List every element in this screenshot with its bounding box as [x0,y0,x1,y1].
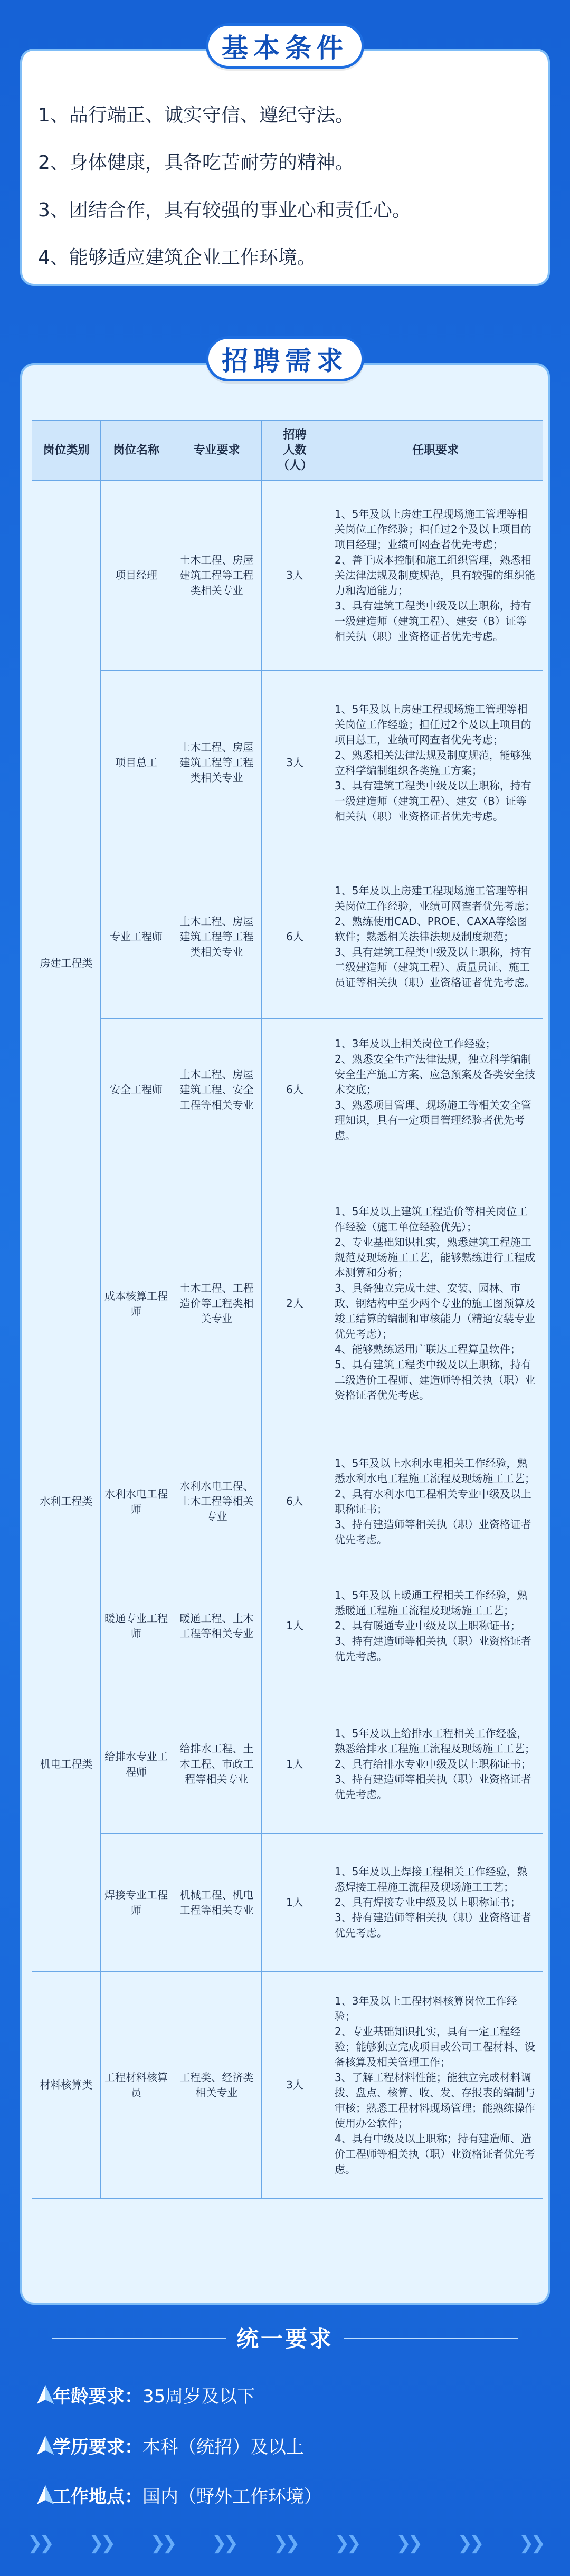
header-duties: 任职要求 [328,421,543,481]
cell-position: 给排水专业工程师 [101,1695,172,1834]
cell-major: 土木工程、房屋建筑工程等工程类相关专业 [172,481,262,671]
divider [344,2338,518,2339]
cell-major: 机械工程、机电工程等相关专业 [172,1834,262,1972]
duty-line: 1、5年及以上房建工程现场施工管理等相关岗位工作经验；担任过2个及以上项目的项目总工，业绩可网查者优先考虑； [335,702,531,746]
duty-line: 1、5年及以上房建工程现场施工管理等相关岗位工作经验，业绩可网查者优先考虑； [335,884,535,912]
recruit-title-text: 招聘需求 [222,346,348,376]
table-row [32,1019,543,1161]
cell-major: 土木工程、房屋建筑工程等工程类相关专业 [172,855,262,1019]
table-row [32,1972,543,2199]
unified-value: 国内（野外工作环境） [142,2486,322,2507]
duty-line: 3、持有建造师等相关执（职）业资格证者优先考虑。 [335,1911,531,1939]
chevron-right-icon: ❯❯ [457,2533,481,2554]
duty-line: 2、具有焊接专业中级及以上职称证书； [335,1896,521,1909]
cell-position: 水利水电工程师 [101,1446,172,1557]
recruit-table [32,420,543,2199]
recruit-title [206,336,364,381]
duty-line: 1、3年及以上相关岗位工作经验； [335,1037,496,1050]
duty-line: 4、具有中级及以上职称；持有建造师、造价工程师等相关执（职）业资格证者优先考虑。 [335,2132,535,2176]
cell-category: 机电工程类 [32,1557,101,1972]
unified-label: 工作地点： [53,2486,142,2507]
cell-major: 暖通工程、土木工程等相关专业 [172,1557,262,1695]
cell-position: 项目总工 [101,671,172,855]
cell-position: 安全工程师 [101,1019,172,1161]
duty-line: 4、能够熟练运用广联达工程算量软件； [335,1343,521,1356]
cell-duties [328,671,543,855]
basic-conditions-list [38,92,532,282]
cell-count: 3人 [262,671,328,855]
header-category: 岗位类别 [32,421,101,481]
duty-line: 3、了解工程材料性能；能独立完成材料调拨、盘点、核算、收、发、存报表的编制与审核；熟悉工程材料现场管理；能熟练操作使用办公软件； [335,2071,535,2130]
basic-conditions-card [20,49,550,286]
header-count-text: 招聘人数（人） [278,428,313,472]
unified-title: 统一要求 [236,2326,334,2352]
duty-line: 1、5年及以上焊接工程相关工作经验，熟悉焊接工程施工流程及现场施工工艺； [335,1865,528,1893]
duty-line: 3、持有建造师等相关执（职）业资格证者优先考虑。 [335,1773,531,1801]
duty-line: 3、具有建筑工程类中级及以上职称，持有二级建造师（建筑工程）、质量员证、施工员证等相关执（职）业资格证者优先考虑。 [335,946,535,989]
unified-label: 年龄要求： [53,2386,142,2407]
cell-duties [328,1161,543,1446]
duty-line: 2、专业基础知识扎实，具有一定工程经验；能够独立完成项目或公司工程材料、设备核算及相关管理工作； [335,2025,535,2068]
unified-value: 35周岁及以下 [142,2386,255,2407]
cell-count: 1人 [262,1695,328,1834]
header-major: 专业要求 [172,421,262,481]
unified-title-bar [20,2322,550,2353]
duty-line: 1、5年及以上房建工程现场施工管理等相关岗位工作经验；担任过2个及以上项目的项目经理；业绩可网查者优先考虑； [335,508,531,551]
cell-duties [328,481,543,671]
table-row [32,671,543,855]
basic-conditions-title-text: 基本条件 [222,33,348,63]
unified-item-age [53,2379,255,2410]
cell-major: 土木工程、房屋建筑工程、安全工程等相关专业 [172,1019,262,1161]
cell-position: 工程材料核算员 [101,1972,172,2199]
duty-line: 1、3年及以上工程材料核算岗位工作经验； [335,1994,517,2022]
cell-duties [328,1834,543,1972]
unified-value: 本科（统招）及以上 [142,2436,304,2458]
duty-line: 3、持有建造师等相关执（职）业资格证者优先考虑。 [335,1518,531,1546]
cell-category: 水利工程类 [32,1446,101,1557]
unified-label: 学历要求： [53,2436,142,2458]
table-row [32,481,543,671]
chevron-right-icon: ❯❯ [519,2533,543,2554]
cell-count: 6人 [262,1446,328,1557]
condition-item: 1、品行端正、诚实守信、遵纪守法。 [38,104,354,126]
duty-line: 2、熟悉相关法律法规及制度规范，能够独立科学编制组织各类施工方案； [335,748,531,777]
duty-line: 2、具有水利水电工程相关专业中级及以上职称证书； [335,1487,531,1515]
cell-category: 房建工程类 [32,481,101,1446]
cell-duties [328,1446,543,1557]
duty-line: 1、5年及以上暖通工程相关工作经验，熟悉暖通工程施工流程及现场施工工艺； [335,1589,528,1617]
table-row [32,1557,543,1695]
duty-line: 2、具有暖通专业中级及以上职称证书； [335,1619,521,1632]
duty-line: 2、善于成本控制和施工组织管理，熟悉相关法律法规及制度规范，具有较强的组织能力和沟通能力； [335,554,535,597]
cell-duties [328,1695,543,1834]
cell-duties [328,855,543,1019]
cell-major: 水利水电工程、土木工程等相关专业 [172,1446,262,1557]
table-row [32,1161,543,1446]
unified-item-education [53,2429,304,2461]
duty-line: 2、专业基础知识扎实，熟悉建筑工程施工规范及现场施工工艺，能够熟练进行工程成本测算和分析； [335,1236,535,1279]
cell-count: 3人 [262,1972,328,2199]
basic-conditions-title [206,23,364,69]
cell-duties [328,1972,543,2199]
cell-count: 1人 [262,1834,328,1972]
cell-position: 焊接专业工程师 [101,1834,172,1972]
chevron-right-icon: ❯❯ [150,2533,174,2554]
cell-position: 暖通专业工程师 [101,1557,172,1695]
duty-line: 3、具有建筑工程类中级及以上职称，持有一级建造师（建筑工程）、建安（B）证等相关执（职）业资格证者优先考虑。 [335,599,531,643]
chevron-right-icon: ❯❯ [27,2533,51,2554]
chevron-right-icon: ❯❯ [334,2533,358,2554]
header-count [262,421,328,481]
recruit-card [20,363,550,2305]
cell-count: 2人 [262,1161,328,1446]
duty-line: 3、熟悉项目管理、现场施工等相关安全管理知识，具有一定项目管理经验者优先考虑。 [335,1099,531,1142]
duty-line: 1、5年及以上给排水工程相关工作经验，熟悉给排水工程施工流程及现场施工工艺； [335,1727,535,1755]
cell-major: 土木工程、房屋建筑工程等工程类相关专业 [172,671,262,855]
cell-major: 土木工程、工程造价等工程类相关专业 [172,1161,262,1446]
decorative-chevrons [27,2533,543,2554]
cell-count: 6人 [262,1019,328,1161]
duty-line: 2、熟练使用CAD、PROE、CAXA等绘图软件；熟悉相关法律法规及制度规范； [335,915,528,943]
duty-line: 3、具有建筑工程类中级及以上职称，持有一级建造师（建筑工程）、建安（B）证等相关执（职）业资格证者优先考虑。 [335,779,531,823]
cell-major: 工程类、经济类相关专业 [172,1972,262,2199]
cell-position: 专业工程师 [101,855,172,1019]
cell-category: 材料核算类 [32,1972,101,2199]
duty-line: 1、5年及以上水利水电相关工作经验，熟悉水利水电工程施工流程及现场施工工艺； [335,1456,535,1485]
duty-line: 3、持有建造师等相关执（职）业资格证者优先考虑。 [335,1635,531,1663]
cell-duties [328,1019,543,1161]
condition-item: 3、团结合作，具有较强的事业心和责任心。 [38,199,411,221]
duty-line: 1、5年及以上建筑工程造价等相关岗位工作经验（施工单位经验优先）； [335,1205,528,1233]
duty-line: 3、具备独立完成土建、安装、园林、市政、钢结构中至少两个专业的施工图预算及竣工结算的编制和审核能力（精通安装专业优先考虑）； [335,1282,535,1340]
chevron-right-icon: ❯❯ [396,2533,420,2554]
duty-line: 2、具有给排水专业中级及以上职称证书； [335,1758,531,1770]
table-header-row [32,421,543,481]
condition-item: 2、身体健康，具备吃苦耐劳的精神。 [38,152,354,174]
cell-position: 项目经理 [101,481,172,671]
cell-major: 给排水工程、土木工程、市政工程等相关专业 [172,1695,262,1834]
chevron-right-icon: ❯❯ [273,2533,297,2554]
unified-item-location [53,2479,322,2511]
divider [52,2338,226,2339]
table-row [32,1834,543,1972]
table-row [32,1695,543,1834]
duty-line: 5、具有建筑工程类中级及以上职称，持有二级造价工程师、建造师等相关执（职）业资格证者优先考虑。 [335,1358,535,1401]
condition-item: 4、能够适应建筑企业工作环境。 [38,247,316,269]
header-position: 岗位名称 [101,421,172,481]
cell-count: 3人 [262,481,328,671]
cell-count: 6人 [262,855,328,1019]
cell-count: 1人 [262,1557,328,1695]
chevron-right-icon: ❯❯ [89,2533,113,2554]
duty-line: 2、熟悉安全生产法律法规，独立科学编制安全生产施工方案、应急预案及各类安全技术交底； [335,1053,535,1096]
chevron-right-icon: ❯❯ [212,2533,236,2554]
cell-position: 成本核算工程师 [101,1161,172,1446]
table-row [32,1446,543,1557]
table-row [32,855,543,1019]
cell-duties [328,1557,543,1695]
